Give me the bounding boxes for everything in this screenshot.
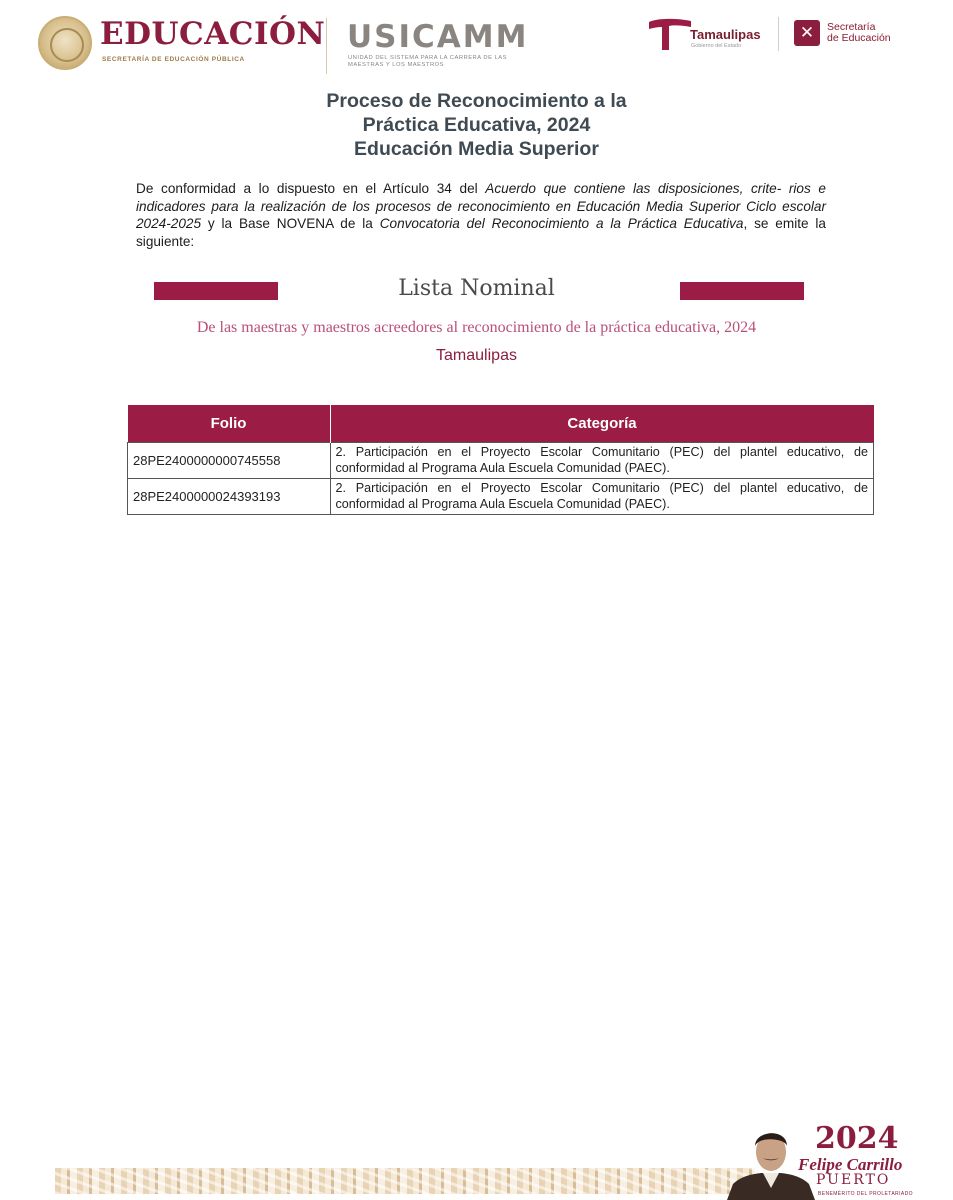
- list-subtitle: De las maestras y maestros acreedores al reconocimiento de la práctica educativa, 2024: [196, 319, 757, 336]
- usicamm-subtitle: UNIDAD DEL SISTEMA PARA LA CARRERA DE LAS MAESTRAS Y LOS MAESTROS: [348, 55, 508, 68]
- nominal-list-table: [127, 405, 874, 515]
- title-line3: Educación Media Superior: [354, 138, 599, 160]
- secretaria-line2: de Educación: [827, 32, 891, 44]
- footer-year: 2024: [815, 1121, 899, 1156]
- footer-name-line1: Felipe Carrillo: [798, 1155, 903, 1174]
- state-name: Tamaulipas: [436, 347, 517, 364]
- title-line2: Práctica Educativa, 2024: [362, 114, 591, 136]
- intro-part4: Convocatoria del Reconocimiento a la Práctica Educativa: [379, 216, 744, 231]
- intro-part2: Acuerdo que contiene las disposiciones, crite- rios e indicadores para la realización de los procesos de reconocimiento en Educación Media Superior Ciclo escolar 2024-2025: [136, 181, 826, 231]
- list-title: Lista Nominal: [398, 276, 555, 301]
- education-subtitle: SECRETARÍA DE EDUCACIÓN PÚBLICA: [102, 56, 245, 63]
- tamaulipas-logo-icon: [647, 16, 693, 52]
- table-header-row: [128, 405, 874, 443]
- intro-part5: , se emite la siguiente:: [136, 216, 826, 249]
- national-seal-logo: [38, 16, 92, 70]
- secretaria-line1: Secretaría: [827, 21, 876, 33]
- secretaria-logo-text: [827, 22, 891, 44]
- footer-caption: BENEMÉRITO DEL PROLETARIADO: [818, 1191, 913, 1197]
- education-logo-text: EDUCACIÓN: [100, 16, 326, 52]
- header-divider: [326, 18, 327, 74]
- folio-cell: 28PE2400000024393193: [128, 479, 331, 515]
- intro-part1: De conformidad a lo dispuesto en el Artículo 34 del: [136, 181, 486, 196]
- page-title: [0, 89, 953, 161]
- intro-part3: y la Base NOVENA de la: [201, 216, 380, 231]
- categoria-column-header: Categoría: [330, 405, 874, 443]
- table-row: [128, 443, 874, 479]
- secretaria-logo-icon: ✕: [794, 20, 820, 46]
- categoria-cell: 2. Participación en el Proyecto Escolar Comunitario (PEC) del plantel educativo, de conformidad al Programa Aula Escuela Comunidad (PAEC).: [330, 443, 874, 479]
- tamaulipas-logo-text: Tamaulipas: [690, 27, 761, 42]
- categoria-cell: 2. Participación en el Proyecto Escolar Comunitario (PEC) del plantel educativo, de conformidad al Programa Aula Escuela Comunidad (PAEC).: [330, 479, 874, 515]
- folio-column-header: Folio: [128, 405, 331, 443]
- tamaulipas-subtitle: Gobierno del Estado: [691, 43, 742, 49]
- footer-name-line2: PUERTO: [816, 1172, 891, 1188]
- intro-paragraph: [136, 180, 826, 250]
- footer-ornament-overlay: [55, 1168, 755, 1194]
- table-row: [128, 479, 874, 515]
- usicamm-logo-text: USICAMM: [347, 19, 529, 55]
- folio-cell: 28PE2400000000745558: [128, 443, 331, 479]
- title-line1: Proceso de Reconocimiento a la: [326, 90, 627, 112]
- header-divider-right: [778, 17, 779, 51]
